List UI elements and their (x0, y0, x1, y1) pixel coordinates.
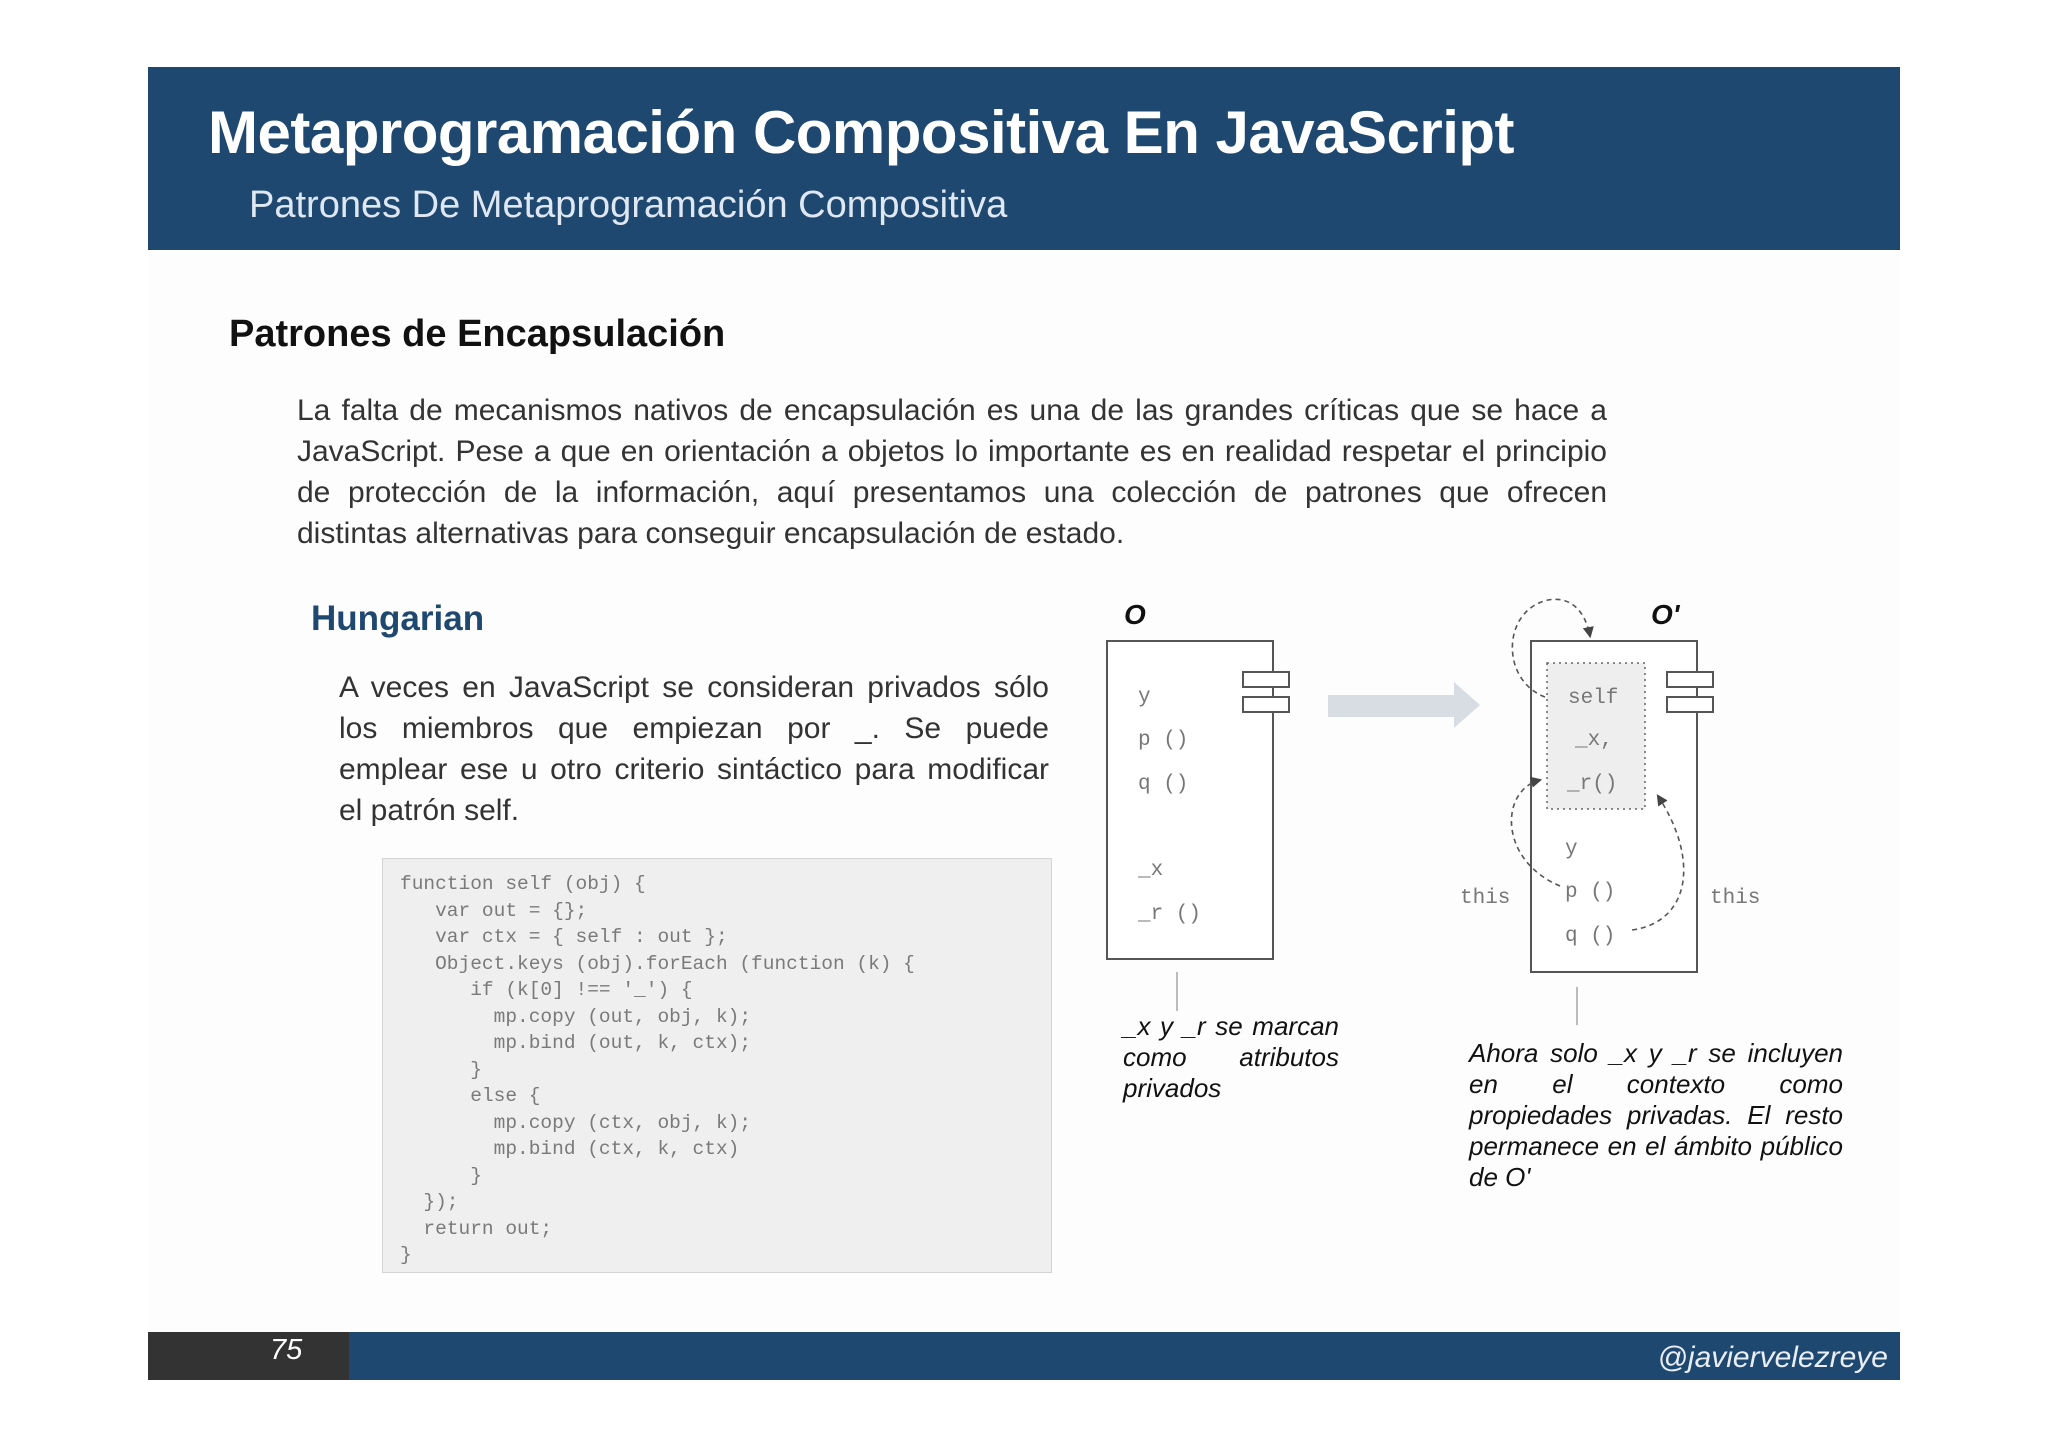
code-line: }); (400, 1191, 459, 1213)
object-o-prime-label: O' (1651, 599, 1680, 630)
this-label-left: this (1460, 887, 1511, 910)
hungarian-paragraph: A veces en JavaScript se consideran privados sólo los miembros que empiezan por _. Se puede emplear ese u otro criterio sintáctico para modificar el patrón self. (339, 671, 1049, 827)
port-icon (1243, 697, 1289, 712)
code-line: else { (400, 1085, 541, 1107)
code-line: Object.keys (obj).forEach (function (k) { (400, 952, 915, 975)
code-line: mp.copy (ctx, obj, k); (400, 1111, 752, 1134)
port-icon (1667, 697, 1713, 712)
hungarian-heading: Hungarian (311, 599, 485, 638)
code-line: mp.copy (out, obj, k); (400, 1005, 752, 1028)
public-q: q () (1565, 925, 1616, 948)
object-o-label: O (1124, 599, 1146, 630)
code-line: if (k[0] !== '_') { (400, 979, 693, 1001)
private-x: _x, (1575, 729, 1613, 752)
code-line: mp.bind (ctx, k, ctx) (400, 1138, 740, 1160)
member-p: p () (1138, 729, 1189, 752)
code-line: } (400, 1164, 482, 1187)
code-line: } (400, 1244, 412, 1266)
public-y: y (1565, 838, 1578, 861)
page-number-box (148, 1332, 349, 1380)
page-number: 75 (270, 1334, 303, 1366)
private-r: _r() (1567, 773, 1618, 796)
public-p: p () (1565, 881, 1616, 904)
member-r: _r () (1138, 903, 1202, 926)
port-icon (1667, 672, 1713, 687)
footer-bar (148, 1332, 1900, 1380)
author-handle: @javiervelezreye (1657, 1341, 1888, 1374)
intro-paragraph: La falta de mecanismos nativos de encapsulación es una de las grandes críticas que se hace a JavaScript. Pese a que en orientación a objetos lo importante es en realidad respetar el principio de protección de la información, aquí presentamos una colección de patrones que ofrecen distintas alternativas para conseguir encapsulación de estado. (297, 394, 1607, 550)
member-y: y (1138, 686, 1151, 709)
port-icon (1243, 672, 1289, 687)
code-line: mp.bind (out, k, ctx); (400, 1032, 752, 1054)
member-q: q () (1138, 773, 1189, 796)
private-self: self (1568, 687, 1619, 710)
slide-subtitle: Patrones De Metaprogramación Compositiva (249, 184, 1008, 226)
slide-title: Metaprogramación Compositiva En JavaScript (208, 99, 1515, 166)
code-line: return out; (400, 1217, 553, 1240)
transform-arrow-icon (1328, 682, 1480, 728)
code-line: function self (obj) { (400, 873, 646, 895)
code-line: var out = {}; (400, 899, 588, 922)
member-x: _x (1138, 859, 1164, 882)
section-title: Patrones de Encapsulación (229, 313, 726, 355)
code-line: } (400, 1058, 482, 1081)
right-caption: Ahora solo _x y _r se incluyen en el contexto como propiedades privadas. El resto permanece en el ámbito público de O' (1469, 1038, 1843, 1192)
this-label-right: this (1710, 887, 1761, 910)
left-caption: _x y _r se marcan como atributos privados (1123, 1011, 1339, 1103)
code-line: var ctx = { self : out }; (400, 926, 728, 948)
